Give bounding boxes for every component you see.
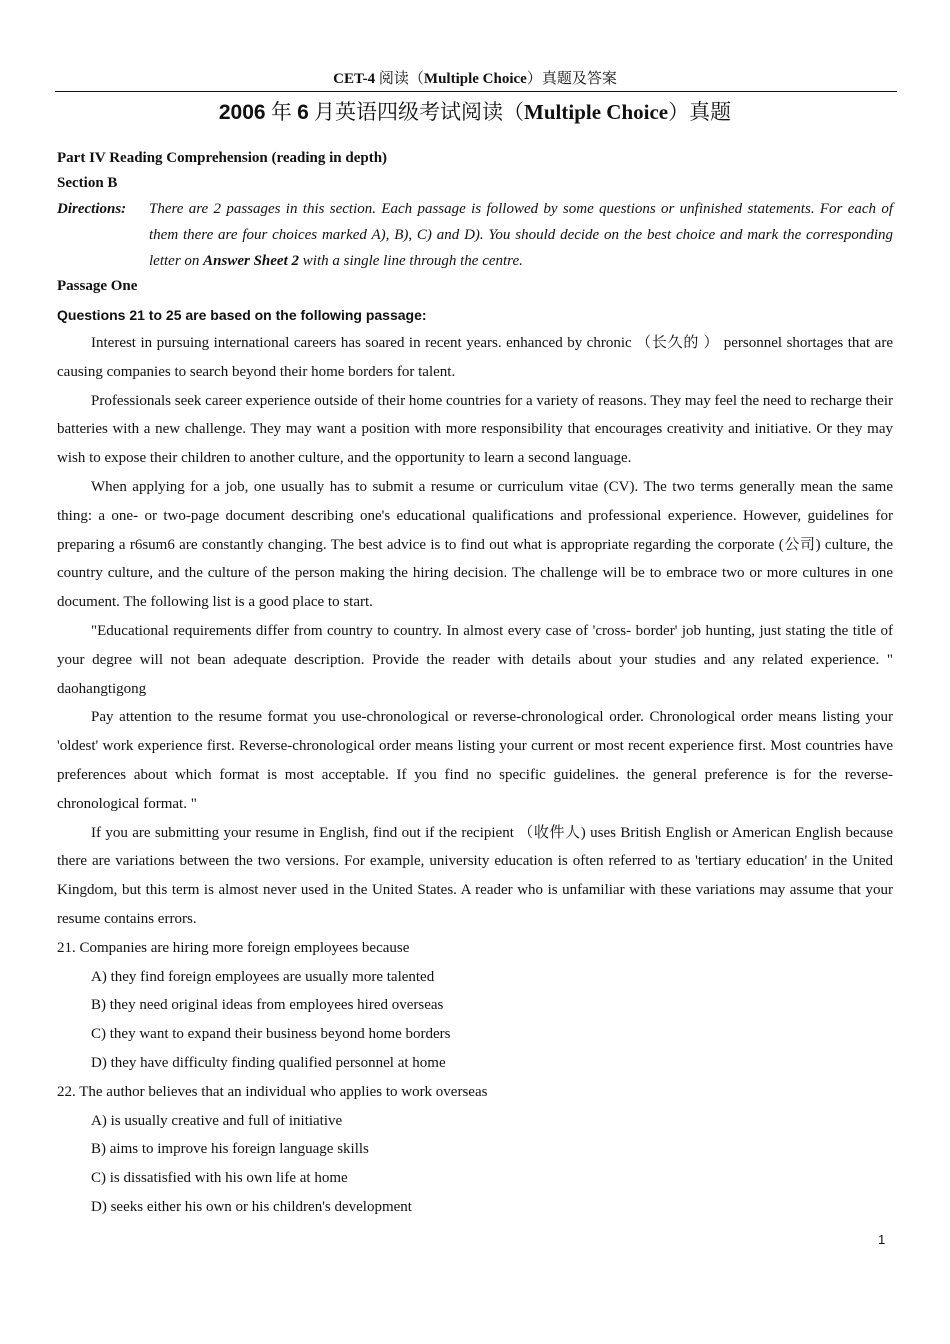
option-c: C) is dissatisfied with his own life at home xyxy=(91,1170,348,1187)
passage-heading: Passage One xyxy=(57,278,138,294)
option-c: C) they want to expand their business beyond home borders xyxy=(91,1026,451,1043)
title-month: 6 xyxy=(297,101,309,124)
section-heading: Section B xyxy=(57,175,118,191)
paragraph-3: When applying for a job, one usually has to submit a resume or curriculum vitae (CV). The two terms generally mean the same thing: a one- or two-page document describing one's educational qualifications and professional experience. However, guidelines for preparing a r6sum6 are constantly changing. The best advice is to find out what is appropriate regarding the corporate (公司) culture, the country culture, and the culture of the person making the hiring decision. The challenge will be to embrace two or more cultures in one document. The following list is a good place to start. xyxy=(57,478,893,611)
option-a: A) they find foreign employees are usually more talented xyxy=(91,968,435,985)
directions xyxy=(57,196,893,274)
directions-text-a: There are 2 passages in this section. Each passage is followed by some questions or unfinished statements. For each of them there are four choices marked A), B), C) and D). You should decide on the best choice and mark the corresponding letter on xyxy=(149,201,893,269)
title-cn-2: 月英语四级考试阅读（ xyxy=(308,100,525,124)
paragraph-5: Pay attention to the resume format you use-chronological or reverse-chronological order. Chronological order means listing your 'oldest' work experience first. Reverse-chronological order means listing your current or most recent experience first. Most countries have preferences about which format is most acceptable. If you find no specific guidelines. the general preference is for the reverse-chronological format. " xyxy=(57,709,893,812)
running-header-tail: ）真题及答案 xyxy=(526,71,617,87)
question-stem: 22. The author believes that an individual who applies to work overseas xyxy=(57,1083,488,1100)
title-en: Multiple Choice xyxy=(524,100,669,124)
question-22 xyxy=(57,1078,893,1222)
questions-intro: Questions 21 to 25 are based on the following passage: xyxy=(57,307,427,323)
paragraph-6: If you are submitting your resume in English, find out if the recipient （收件人) uses British English or American English because there are variations between the two versions. For example, university education is often referred to as 'tertiary education' in the United Kingdom, but this term is almost never used in the United States. A reader who is unfamiliar with these variations may assume that your resume contains errors. xyxy=(57,824,893,927)
directions-text xyxy=(149,196,893,274)
header-divider xyxy=(55,91,897,92)
question-stem: 21. Companies are hiring more foreign employees because xyxy=(57,939,410,956)
document-body xyxy=(57,146,893,1222)
option-d: D) they have difficulty finding qualified personnel at home xyxy=(91,1054,446,1071)
paragraph-4: "Educational requirements differ from country to country. In almost every case of 'cross- border' job hunting, just stating the title of your degree will not bean adequate description. Provide the reader with details about your studies and any related experience. " daohangtigong xyxy=(57,622,893,697)
page-number: 1 xyxy=(878,1232,886,1247)
running-header-cn: 阅读（ xyxy=(375,71,424,87)
option-d: D) seeks either his own or his children's development xyxy=(91,1198,412,1215)
paragraph-1: Interest in pursuing international careers has soared in recent years. enhanced by chronic （长久的 ） personnel shortages that are causing companies to search beyond their home borders for talent. xyxy=(57,335,893,380)
option-a: A) is usually creative and full of initiative xyxy=(91,1112,343,1129)
title-cn-3: ）真题 xyxy=(668,100,732,124)
directions-answer-sheet: Answer Sheet 2 xyxy=(203,253,300,269)
question-21 xyxy=(57,934,893,1078)
option-b: B) they need original ideas from employees hired overseas xyxy=(91,997,444,1014)
part-heading: Part IV Reading Comprehension (reading in depth) xyxy=(57,150,388,166)
running-header-en: Multiple Choice xyxy=(423,71,527,87)
running-header xyxy=(0,69,950,89)
option-b: B) aims to improve his foreign language skills xyxy=(91,1141,369,1158)
directions-text-b: with a single line through the centre. xyxy=(299,253,523,269)
running-header-cet4: CET-4 xyxy=(333,71,376,87)
page-title xyxy=(0,98,950,127)
title-cn-1: 年 xyxy=(265,100,298,124)
paragraph-2: Professionals seek career experience outside of their home countries for a variety of reasons. They may feel the need to recharge their batteries with a new challenge. They may want a position with more responsibility that encourages creativity and initiative. Or they may wish to expose their children to another culture, and the opportunity to learn a second language. xyxy=(57,392,893,467)
directions-label: Directions: xyxy=(57,201,127,217)
title-year: 2006 xyxy=(218,101,266,124)
